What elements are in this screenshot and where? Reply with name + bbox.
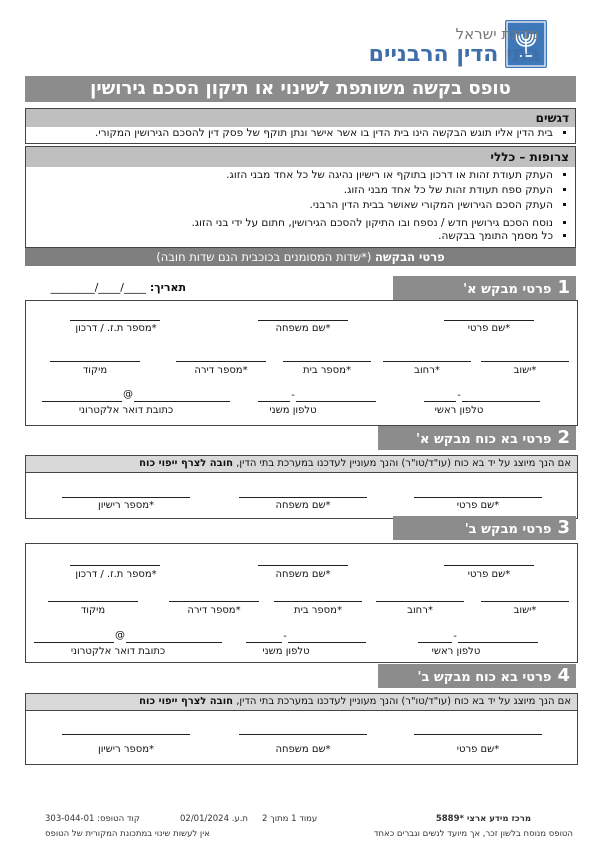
- section2-note-bold: חובה לצרף ייפוי כוח: [139, 458, 234, 469]
- b-second-phone-dash: -: [283, 631, 287, 642]
- b-city-label: *ישוב: [513, 605, 537, 616]
- section4-header: [378, 664, 576, 688]
- emphases-section: [25, 108, 576, 144]
- b-zip-line[interactable]: [48, 601, 138, 602]
- main-phone-label: טלפון ראשי: [434, 405, 484, 416]
- b-house-number-label: *מספר בית: [294, 605, 342, 616]
- b-email-domain-line[interactable]: [126, 642, 222, 643]
- main-phone-prefix-line[interactable]: [424, 401, 456, 402]
- section1-number: 1: [557, 277, 570, 298]
- id-number-line[interactable]: [70, 320, 160, 321]
- main-phone-dash: -: [457, 390, 461, 401]
- request-details-bar: [25, 248, 576, 266]
- section4-note-plain: אם הנך מיוצג על יד בא כוח (עו"ד/טו"ר) והנך מעוניין לעדכנו במערכת בתי הדין,: [236, 696, 571, 707]
- second-phone-line[interactable]: [296, 401, 376, 402]
- b-house-number-line[interactable]: [274, 601, 362, 602]
- main-phone-line[interactable]: [462, 401, 540, 402]
- b-apartment-label: *מספר דירה: [187, 605, 241, 616]
- house-number-line[interactable]: [283, 361, 371, 362]
- first-name-line[interactable]: [444, 320, 534, 321]
- b-main-phone-line[interactable]: [458, 642, 538, 643]
- emphases-title: דגשים: [26, 109, 575, 127]
- b-zip-label: מיקוד: [80, 605, 106, 616]
- b-first-name-line[interactable]: [444, 565, 534, 566]
- b-street-label: *רחוב: [407, 605, 433, 616]
- b-main-phone-prefix-line[interactable]: [418, 642, 452, 643]
- city-label: *ישוב: [513, 365, 537, 376]
- rep-a-first-name-label: *שם פרטי: [456, 500, 500, 511]
- emphases-list: [26, 127, 575, 140]
- section2-header: [378, 426, 576, 450]
- b-email-user-line[interactable]: [34, 642, 114, 643]
- rep-b-first-name-line[interactable]: [414, 734, 542, 735]
- section2-note: [26, 456, 577, 473]
- gender-note: הטופס מנוסח בלשון זכר, אך מיועד לנשים וגברים כאחד: [373, 829, 573, 839]
- date-blank: ____/____/________: [50, 281, 147, 294]
- apartment-label: *מספר דירה: [194, 365, 248, 376]
- email-user-line[interactable]: [42, 401, 122, 402]
- attachments-list: [26, 167, 575, 243]
- city-line[interactable]: [481, 361, 569, 362]
- street-label: *רחוב: [414, 365, 440, 376]
- section4-title: פרטי בא כוח מבקש ב': [417, 670, 552, 685]
- rep-b-last-name-label: *שם משפחה: [275, 744, 331, 755]
- second-phone-label: טלפון משני: [269, 405, 317, 416]
- rep-a-license-line[interactable]: [62, 497, 190, 498]
- section4-number: 4: [557, 665, 570, 686]
- b-id-number-label: *מספר ת.ז. / דרכון: [75, 569, 157, 580]
- last-name-line[interactable]: [258, 320, 348, 321]
- section3-frame: [25, 543, 578, 663]
- section3-number: 3: [557, 517, 570, 538]
- date-label: תאריך:: [149, 281, 186, 294]
- section2-frame: [25, 455, 578, 519]
- rep-b-first-name-label: *שם פרטי: [456, 744, 500, 755]
- b-second-phone-prefix-line[interactable]: [246, 642, 282, 643]
- attachment-item: ▪ נוסח הסכם גירושין חדש / נספח ובו התיקון להסכם הגירושין, חתום על ידי בני הזוג.: [26, 217, 553, 230]
- info-center: מרכז מידע ארצי *5889: [435, 814, 531, 824]
- b-main-phone-dash: -: [453, 631, 457, 642]
- email-domain-line[interactable]: [134, 401, 230, 402]
- apartment-line[interactable]: [176, 361, 266, 362]
- b-email-at: @: [115, 630, 125, 641]
- attachment-item: ▪ העתק תעודת זהות או דרכון בתוקף או רישיון נהיגה של כל אחד מבני הזוג.: [26, 169, 553, 182]
- zip-label: מיקוד: [82, 365, 108, 376]
- house-number-label: *מספר בית: [303, 365, 351, 376]
- b-apartment-line[interactable]: [169, 601, 259, 602]
- second-phone-prefix-line[interactable]: [258, 401, 290, 402]
- section2-title: פרטי בא כוח מבקש א': [415, 432, 552, 447]
- rep-b-license-line[interactable]: [62, 734, 190, 735]
- rep-b-license-label: *מספר רישיון: [97, 744, 154, 755]
- b-last-name-line[interactable]: [258, 565, 348, 566]
- b-second-phone-label: טלפון משני: [262, 646, 310, 657]
- date-field[interactable]: [26, 281, 186, 294]
- attachment-item: ▪ העתק הסכם הגירושין המקורי שאושר בבית הדין הרבני.: [26, 199, 553, 212]
- b-main-phone-label: טלפון ראשי: [431, 646, 481, 657]
- b-last-name-label: *שם משפחה: [275, 569, 331, 580]
- rep-a-first-name-line[interactable]: [414, 497, 542, 498]
- state-name: מדינת ישראל: [455, 25, 539, 43]
- second-phone-dash: -: [291, 390, 295, 401]
- attachment-item: ▪ העתק ספח תעודת זהות של כל אחד מבני הזוג.: [26, 184, 553, 197]
- request-details-note: (*שדות המסומנים בכוכבית הנם שדות חובה): [156, 250, 372, 264]
- rep-a-last-name-label: *שם משפחה: [275, 500, 331, 511]
- email-at: @: [123, 389, 133, 400]
- email-label: כתובת דואר אלקטרוני: [78, 405, 174, 416]
- b-city-line[interactable]: [481, 601, 569, 602]
- page-number: עמוד 1 מתוך 2: [262, 814, 318, 824]
- emphasis-item: ▪ בית הדין אליו תוגש הבקשה הינו בית הדין בו אשר אישר ונתן תוקף של פסק דין להסכם הגירושין המקורי.: [26, 127, 553, 140]
- zip-line[interactable]: [50, 361, 140, 362]
- section1-frame: [25, 300, 578, 426]
- attachments-title: צרופות – כללי: [26, 147, 575, 167]
- court-name: בתי הדין הרבניים: [368, 42, 541, 67]
- street-line[interactable]: [383, 361, 471, 362]
- first-name-label: *שם פרטי: [467, 323, 511, 334]
- rep-a-last-name-line[interactable]: [239, 497, 367, 498]
- no-change-note: אין לעשות שינוי במתכונת המקורית של הטופס: [45, 829, 210, 839]
- section2-note-plain: אם הנך מיוצג על יד בא כוח (עו"ד/טו"ר) והנך מעוניין לעדכנו במערכת בתי הדין,: [236, 458, 571, 469]
- id-number-label: *מספר ת.ז. / דרכון: [75, 323, 157, 334]
- section4-note: [26, 694, 577, 711]
- section3-header: [393, 516, 576, 540]
- rep-a-license-label: *מספר רישיון: [97, 500, 154, 511]
- b-street-line[interactable]: [376, 601, 464, 602]
- request-details-title: פרטי הבקשה: [375, 250, 445, 264]
- form-code: קוד הטופס: 303-044-01: [45, 814, 140, 824]
- section2-number: 2: [557, 427, 570, 448]
- last-name-label: *שם משפחה: [275, 323, 331, 334]
- form-version: ת.ע. 02/01/2024: [180, 814, 249, 824]
- attachment-item: ▪ כל מסמך התומך בבקשה.: [26, 230, 553, 243]
- b-email-label: כתובת דואר אלקטרוני: [70, 646, 166, 657]
- section3-title: פרטי מבקש ב': [464, 522, 552, 537]
- section1-title: פרטי מבקש א': [463, 282, 552, 297]
- b-first-name-label: *שם פרטי: [467, 569, 511, 580]
- section4-note-bold: חובה לצרף ייפוי כוח: [139, 696, 234, 707]
- form-title: טופס בקשה משותפת לשינוי או תיקון הסכם גירושין: [25, 76, 576, 102]
- attachments-section: [25, 146, 576, 248]
- section1-header: [393, 276, 576, 300]
- b-second-phone-line[interactable]: [288, 642, 366, 643]
- section4-frame: [25, 693, 578, 765]
- rep-b-last-name-line[interactable]: [239, 734, 367, 735]
- b-id-number-line[interactable]: [70, 565, 160, 566]
